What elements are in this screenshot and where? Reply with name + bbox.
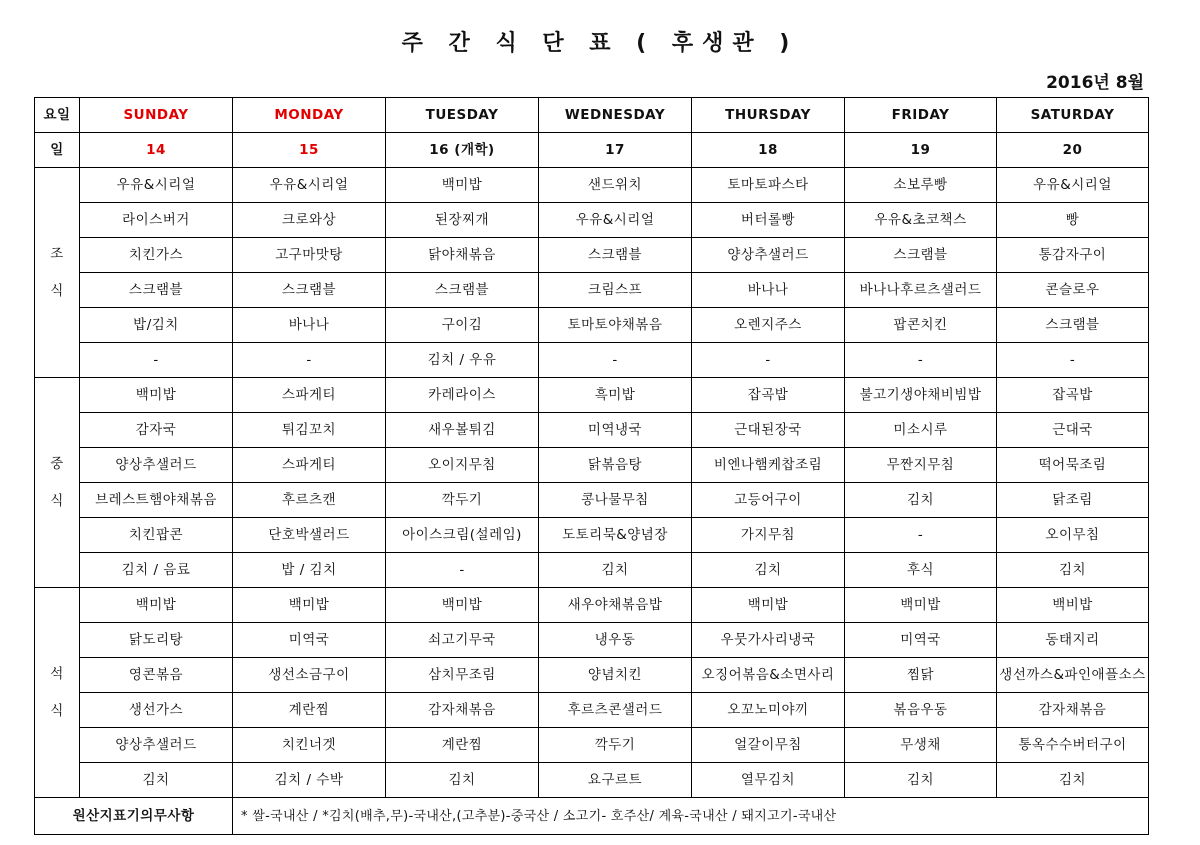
date-cell: 15 [233,133,386,168]
dinner-row [35,728,1149,763]
day-name-saturday: SATURDAY [997,98,1149,133]
menu-item: 후르츠콘샐러드 [539,693,692,728]
origin-notice-label: 원산지표기의무사항 [35,798,233,835]
menu-item: - [539,343,692,378]
menu-item: - [80,343,233,378]
menu-item: 우유&초코책스 [845,203,997,238]
menu-item: 김치 [845,763,997,798]
page-title: 주 간 식 단 표 ( 후생관 ) [401,31,799,56]
menu-item: 미역국 [845,623,997,658]
menu-item: 요구르트 [539,763,692,798]
menu-item: 토마토야채볶음 [539,308,692,343]
menu-item: 백비밥 [997,588,1149,623]
breakfast-section-label [35,168,80,378]
menu-item: 백미밥 [386,588,539,623]
menu-item: 샌드위치 [539,168,692,203]
menu-item: 깍두기 [386,483,539,518]
day-name-sunday: SUNDAY [80,98,233,133]
menu-item: 깍두기 [539,728,692,763]
menu-item: 양상추샐러드 [80,448,233,483]
menu-item: 계란찜 [386,728,539,763]
menu-item: - [845,518,997,553]
day-name-friday: FRIDAY [845,98,997,133]
menu-item: 새우야채볶음밥 [539,588,692,623]
menu-item: 찜닭 [845,658,997,693]
menu-item: 흑미밥 [539,378,692,413]
day-name-monday: MONDAY [233,98,386,133]
menu-item: 스크램블 [845,238,997,273]
section-label-char: 식 [50,282,64,299]
menu-item: 동태지리 [997,623,1149,658]
menu-item: 밥/김치 [80,308,233,343]
menu-item: 생선까스&파인애플소스 [997,658,1149,693]
menu-item: - [845,343,997,378]
date-header-row [35,133,1149,168]
menu-item: 근대국 [997,413,1149,448]
menu-item: 감자국 [80,413,233,448]
dinner-row [35,763,1149,798]
menu-item: 백미밥 [692,588,845,623]
menu-item: 된장찌개 [386,203,539,238]
date-cell: 19 [845,133,997,168]
lunch-row [35,378,1149,413]
menu-item: 볶음우동 [845,693,997,728]
menu-item: 치킨팝콘 [80,518,233,553]
menu-item: 잡곡밥 [692,378,845,413]
menu-item: 미역국 [233,623,386,658]
section-label-char: 조 [50,245,64,262]
date-label: 일 [35,133,80,168]
menu-item: 스크램블 [386,273,539,308]
menu-item: 미소시루 [845,413,997,448]
menu-item: 통옥수수버터구이 [997,728,1149,763]
breakfast-row [35,273,1149,308]
section-label-char: 석 [50,665,64,682]
menu-item: 생선소금구이 [233,658,386,693]
menu-item: 후르츠캔 [233,483,386,518]
menu-item: 계란찜 [233,693,386,728]
menu-item: 쇠고기무국 [386,623,539,658]
menu-item: 단호박샐러드 [233,518,386,553]
menu-item: 브레스트햄야채볶음 [80,483,233,518]
menu-item: 라이스버거 [80,203,233,238]
menu-item: 구이김 [386,308,539,343]
lunch-row [35,413,1149,448]
day-name-tuesday: TUESDAY [386,98,539,133]
day-name-thursday: THURSDAY [692,98,845,133]
date-cell: 17 [539,133,692,168]
menu-item: 스크램블 [233,273,386,308]
menu-table-body [35,98,1149,835]
menu-item: - [692,343,845,378]
menu-item: 소보루빵 [845,168,997,203]
menu-item: 떡어묵조림 [997,448,1149,483]
menu-item: 양상추샐러드 [80,728,233,763]
lunch-row [35,518,1149,553]
menu-item: 영콘볶음 [80,658,233,693]
menu-item: 스크램블 [80,273,233,308]
menu-item: - [997,343,1149,378]
menu-item: 김치 [80,763,233,798]
menu-item: 열무김치 [692,763,845,798]
menu-item: 스파게티 [233,378,386,413]
breakfast-row [35,308,1149,343]
menu-item: 도토리묵&양념장 [539,518,692,553]
menu-item: 고구마맛탕 [233,238,386,273]
menu-item: 오꼬노미야끼 [692,693,845,728]
menu-item: 가지무침 [692,518,845,553]
menu-item: 빵 [997,203,1149,238]
menu-item: 감자채볶음 [997,693,1149,728]
lunch-row [35,553,1149,588]
date-cell: 20 [997,133,1149,168]
weekly-menu-table [34,97,1149,835]
menu-item: 닭도리탕 [80,623,233,658]
menu-item: 미역냉국 [539,413,692,448]
menu-item: 근대된장국 [692,413,845,448]
breakfast-row [35,168,1149,203]
menu-item: 콩나물무침 [539,483,692,518]
menu-item: 바나나 [692,273,845,308]
menu-item: 크로와상 [233,203,386,238]
menu-item: 바나나후르츠샐러드 [845,273,997,308]
menu-item: 무생채 [845,728,997,763]
menu-month: 2016년 8월 [1046,73,1144,93]
menu-item: 오이무침 [997,518,1149,553]
menu-item: 김치 / 우유 [386,343,539,378]
dinner-row [35,658,1149,693]
section-label-char: 중 [50,455,64,472]
lunch-row [35,483,1149,518]
menu-item: 김치 [997,763,1149,798]
menu-item: 닭볶음탕 [539,448,692,483]
date-cell: 14 [80,133,233,168]
menu-item: 김치 [386,763,539,798]
menu-item: 바나나 [233,308,386,343]
menu-item: 우뭇가사리냉국 [692,623,845,658]
menu-item: 김치 / 수박 [233,763,386,798]
menu-item: 치킨너겟 [233,728,386,763]
menu-item: 김치 [539,553,692,588]
menu-item: 새우볼튀김 [386,413,539,448]
menu-item: 콘슬로우 [997,273,1149,308]
menu-item: 스크램블 [539,238,692,273]
menu-item: 스크램블 [997,308,1149,343]
menu-item: 튀김꼬치 [233,413,386,448]
breakfast-row [35,203,1149,238]
menu-item: 치킨가스 [80,238,233,273]
section-label-char: 식 [50,492,64,509]
menu-item: 양념치킨 [539,658,692,693]
date-cell: 16 (개학) [386,133,539,168]
menu-item: 후식 [845,553,997,588]
menu-item: 우유&시리얼 [539,203,692,238]
menu-item: 토마토파스타 [692,168,845,203]
menu-item: 백미밥 [80,378,233,413]
menu-item: 오렌지주스 [692,308,845,343]
menu-item: 고등어구이 [692,483,845,518]
menu-item: 크림스프 [539,273,692,308]
menu-item: 닭야채볶음 [386,238,539,273]
menu-item: 감자채볶음 [386,693,539,728]
lunch-section-label [35,378,80,588]
breakfast-row [35,238,1149,273]
menu-item: 팝콘치킨 [845,308,997,343]
origin-notice-row [35,798,1149,835]
dinner-section-label [35,588,80,798]
menu-item: 오이지무침 [386,448,539,483]
menu-item: 양상추샐러드 [692,238,845,273]
menu-item: 불고기생야채비빔밥 [845,378,997,413]
section-label-char: 식 [50,702,64,719]
menu-item: - [233,343,386,378]
menu-item: 백미밥 [845,588,997,623]
menu-item: 생선가스 [80,693,233,728]
menu-item: 김치 [845,483,997,518]
menu-item: 냉우동 [539,623,692,658]
origin-notice-text: * 쌀-국내산 / *김치(배추,무)-국내산,(고추분)-중국산 / 소고기- 호주산/ 계육-국내산 / 돼지고기-국내산 [233,798,1149,835]
dinner-row [35,693,1149,728]
menu-item: 삼치무조림 [386,658,539,693]
dinner-row [35,623,1149,658]
menu-item: 백미밥 [233,588,386,623]
menu-item: 닭조림 [997,483,1149,518]
menu-item: 통감자구이 [997,238,1149,273]
menu-item: 백미밥 [386,168,539,203]
menu-item: 비엔나햄케찹조림 [692,448,845,483]
day-name-wednesday: WEDNESDAY [539,98,692,133]
menu-item: 우유&시리얼 [80,168,233,203]
day-label: 요일 [35,98,80,133]
breakfast-row [35,343,1149,378]
menu-item: 김치 / 음료 [80,553,233,588]
menu-item: 우유&시리얼 [997,168,1149,203]
day-header-row [35,98,1149,133]
menu-item: 잡곡밥 [997,378,1149,413]
dinner-row [35,588,1149,623]
menu-item: - [386,553,539,588]
menu-item: 우유&시리얼 [233,168,386,203]
menu-item: 김치 [692,553,845,588]
menu-item: 스파게티 [233,448,386,483]
menu-item: 오징어볶음&소면사리 [692,658,845,693]
menu-item: 카레라이스 [386,378,539,413]
menu-item: 백미밥 [80,588,233,623]
menu-item: 아이스크림(설레임) [386,518,539,553]
menu-item: 무짠지무침 [845,448,997,483]
menu-item: 밥 / 김치 [233,553,386,588]
menu-item: 얼갈이무침 [692,728,845,763]
lunch-row [35,448,1149,483]
menu-item: 김치 [997,553,1149,588]
menu-item: 버터롤빵 [692,203,845,238]
date-cell: 18 [692,133,845,168]
